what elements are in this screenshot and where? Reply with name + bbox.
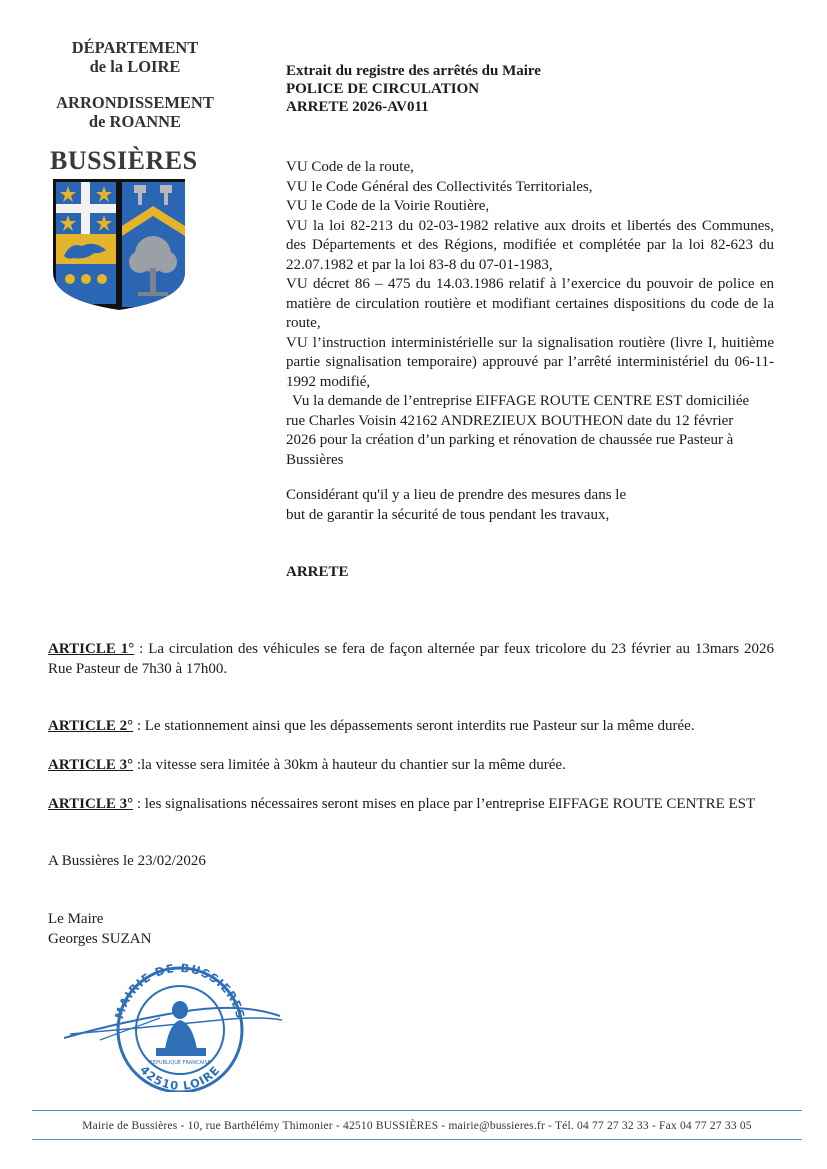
- signatory-title: Le Maire: [48, 911, 104, 927]
- legal-basis: [286, 158, 774, 470]
- vu-clause: VU la loi 82-213 du 02-03-1982 relative aux droits et libertés des Communes, des Départements et des Régions, modifiée et complétée par la loi 82-623 du 22.07.1982 et par la loi 83-8 du 07-01-1983,: [286, 217, 774, 273]
- department-line1: DÉPARTEMENT: [71, 38, 199, 57]
- register-extract: Extrait du registre des arrêtés du Maire: [286, 63, 541, 79]
- stamp-top-text: MAIRIE DE BUSSIERES: [112, 960, 248, 1021]
- svg-text:42510 LOIRE: [137, 1063, 223, 1092]
- vu-clause: VU le Code Général des Collectivités Territoriales,: [286, 178, 593, 195]
- stamp-ribbon-text: REPUBLIQUE FRANCAISE: [149, 1060, 211, 1066]
- footer-rule-top: [32, 1110, 802, 1111]
- footer-address: Mairie de Bussières - 10, rue Barthélémy Thimonier - 42510 BUSSIÈRES - mairie@bussieres.fr - Tél. 04 77 27 32 33 - Fax 04 77 27 33 05: [82, 1120, 752, 1132]
- article-text: :la vitesse sera limitée à 30km à hauteur du chantier sur la même durée.: [133, 757, 566, 773]
- considering-line2: but de garantir la sécurité de tous pendant les travaux,: [286, 506, 610, 523]
- vu-clause: VU décret 86 – 475 du 14.03.1986 relatif à l’exercice du pouvoir de police en matière de circulation routière et modifiant certaines dispositions du code de la route,: [286, 276, 774, 331]
- official-stamp-icon: [60, 960, 290, 1092]
- article-text: : La circulation des véhicules se fera de façon alternée par feux tricolore du 23 février au 13mars 2026 Rue Pasteur de 7h30 à 17h00.: [48, 641, 774, 677]
- arrondissement-line1: ARRONDISSEMENT: [56, 93, 214, 112]
- coat-of-arms-icon: [50, 176, 188, 312]
- vu-clause: Vu la demande de l’entreprise EIFFAGE ROUTE CENTRE EST domiciliée rue Charles Voisin 42162 ANDREZIEUX BOUTHEON date du 12 février 2026 pour la création d’un parking et rénovation de chaussée rue Pasteur à Bussières: [286, 393, 750, 468]
- article-text: : Le stationnement ainsi que les dépassements seront interdits rue Pasteur sur la même durée.: [133, 718, 695, 734]
- arrondissement-line2: de ROANNE: [88, 112, 182, 131]
- signatory-name: Georges SUZAN: [48, 930, 152, 947]
- police-title: POLICE DE CIRCULATION: [286, 81, 480, 97]
- vu-clause: VU Code de la route,: [286, 159, 414, 175]
- footer-rule-bottom: [32, 1139, 802, 1140]
- signatory: [48, 910, 151, 949]
- article-1: [48, 640, 774, 679]
- place-date: A Bussières le 23/02/2026: [48, 853, 206, 869]
- department-block: [30, 38, 240, 131]
- town-name: BUSSIÈRES: [50, 146, 198, 175]
- article-4: [48, 795, 774, 815]
- considering-line1: Considérant qu'il y a lieu de prendre des mesures dans le: [286, 487, 627, 503]
- article-label: ARTICLE 2°: [48, 718, 134, 734]
- article-2: [48, 717, 774, 737]
- article-label: ARTICLE 3°: [48, 796, 134, 812]
- decree-heading: ARRETE: [286, 564, 349, 580]
- article-3: [48, 756, 774, 776]
- decree-number: ARRETE 2026-AV011: [286, 99, 429, 115]
- department-line2: de la LOIRE: [89, 57, 181, 76]
- considering-clause: [286, 486, 626, 525]
- article-text: : les signalisations nécessaires seront mises en place par l’entreprise EIFFAGE ROUTE CENTRE EST: [133, 796, 756, 812]
- stamp-bottom-text: 42510 LOIRE: [137, 1062, 223, 1092]
- article-label: ARTICLE 1°: [48, 641, 135, 657]
- vu-clause: VU le Code de la Voirie Routière,: [286, 198, 490, 214]
- article-label: ARTICLE 3°: [48, 757, 134, 773]
- vu-clause: VU l’instruction interministérielle sur la signalisation routière (livre I, huitième partie signalisation temporaire) approuvé par l’arrêté interministériel du 06-11-1992 modifié,: [286, 334, 774, 390]
- register-header: [286, 62, 541, 116]
